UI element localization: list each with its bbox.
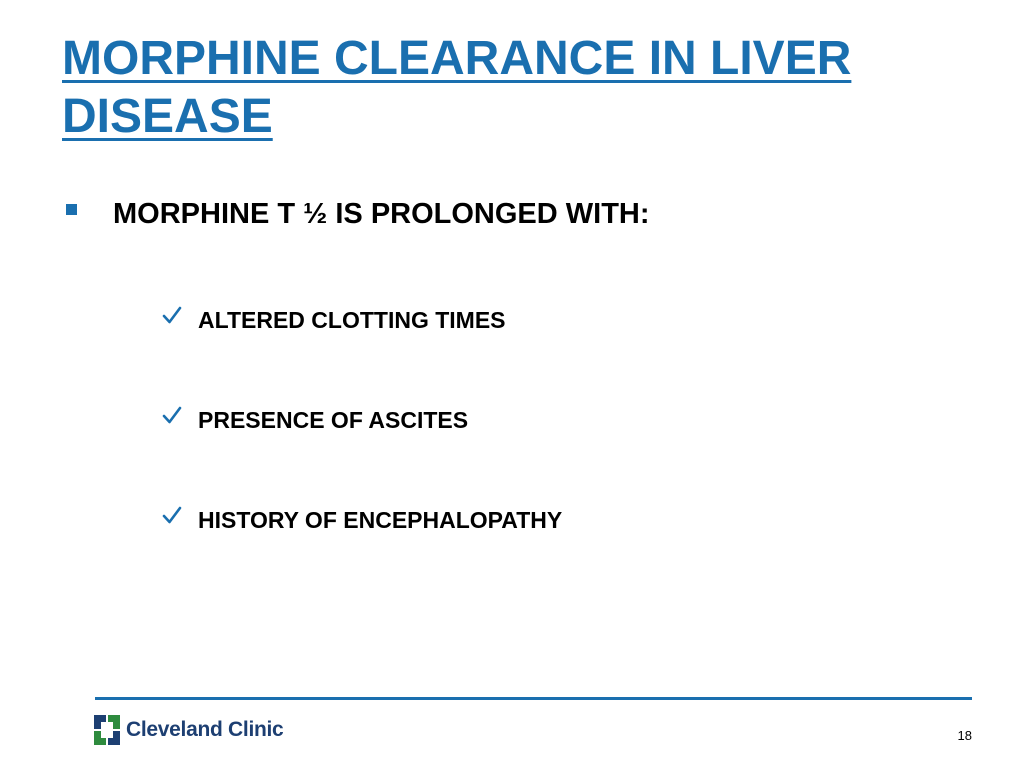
cleveland-clinic-logo-icon — [94, 715, 120, 745]
sub-bullet-item — [162, 506, 562, 534]
logo-text: Cleveland Clinic — [126, 718, 284, 741]
square-bullet-icon — [66, 204, 77, 215]
main-bullet — [66, 196, 650, 232]
slide-title: MORPHINE CLEARANCE IN LIVER DISEASE — [62, 32, 852, 143]
main-bullet-text: MORPHINE T ½ IS PROLONGED WITH: — [113, 198, 650, 230]
sub-bullet-item — [162, 306, 506, 334]
sub-bullet-text: HISTORY OF ENCEPHALOPATHY — [198, 507, 563, 533]
checkmark-icon — [162, 305, 182, 325]
page-number: 18 — [957, 728, 972, 743]
sub-bullet-text: ALTERED CLOTTING TIMES — [198, 307, 506, 333]
cleveland-clinic-logo — [94, 715, 283, 745]
footer-divider — [95, 697, 972, 700]
sub-bullet-text: PRESENCE OF ASCITES — [198, 407, 469, 433]
checkmark-icon — [162, 505, 182, 525]
checkmark-icon — [162, 405, 182, 425]
sub-bullet-item — [162, 406, 468, 434]
